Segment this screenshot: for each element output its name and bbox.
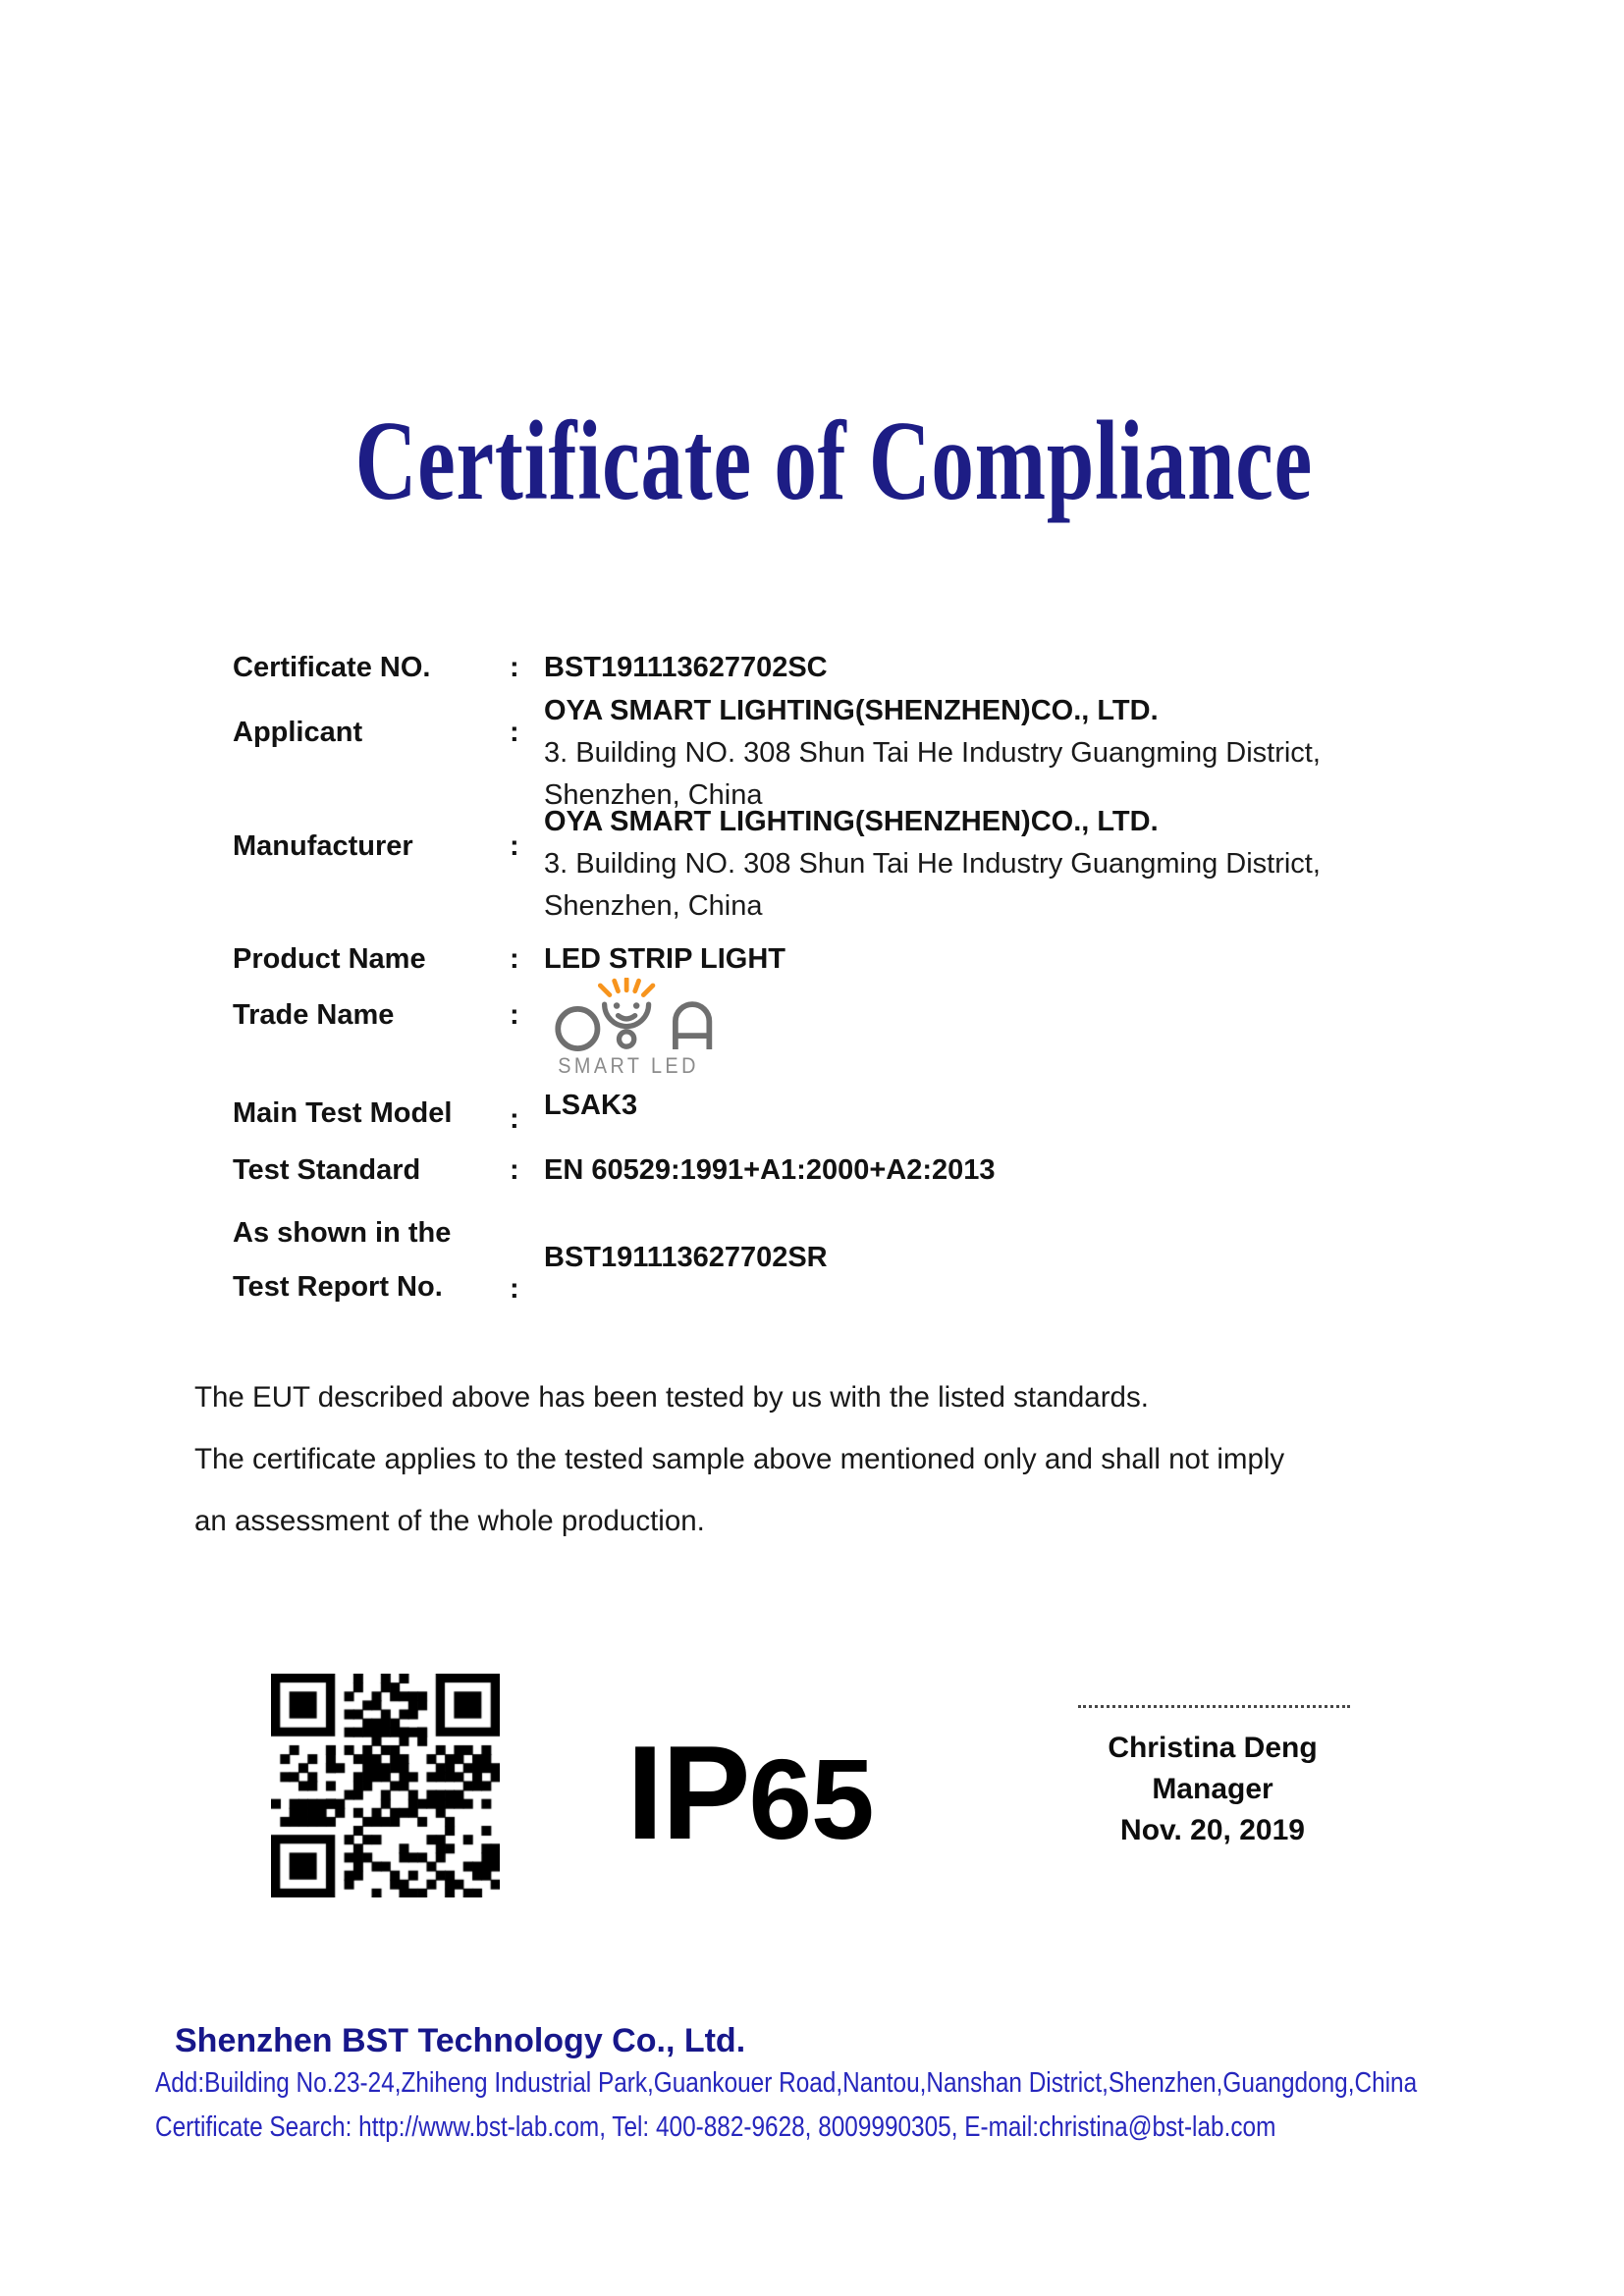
label-test-report-line2: Test Report No. xyxy=(233,1271,443,1303)
certificate-title: Certificate of Compliance xyxy=(354,399,1313,524)
signer-name: Christina Deng xyxy=(1108,1732,1318,1764)
footer-search-url: http://www.bst-lab.com xyxy=(358,2111,600,2143)
body-text-line2: The certificate applies to the tested sample above mentioned only and shall not imply xyxy=(194,1443,1285,1475)
logo-letter-o xyxy=(558,1009,597,1048)
colon-trade-name: : xyxy=(510,999,519,1031)
title-row xyxy=(43,397,1624,527)
ip-rating-stamp xyxy=(626,1716,874,1869)
colon-certificate-no: : xyxy=(510,652,519,683)
value-product-name: LED STRIP LIGHT xyxy=(544,943,785,975)
oya-smart-led-logo xyxy=(542,978,717,1080)
value-manufacturer-address1: 3. Building NO. 308 Shun Tai He Industry Guangming District, xyxy=(544,848,1321,880)
value-manufacturer-company: OYA SMART LIGHTING(SHENZHEN)CO., LTD. xyxy=(544,806,1159,837)
logo-letter-a xyxy=(676,1004,709,1049)
ip-rating-prefix: IP xyxy=(626,1718,749,1867)
signer-role: Manager xyxy=(1152,1773,1273,1805)
body-text-line1: The EUT described above has been tested by us with the listed standards. xyxy=(194,1381,1149,1414)
logo-rays-icon xyxy=(600,979,653,994)
value-applicant-company: OYA SMART LIGHTING(SHENZHEN)CO., LTD. xyxy=(544,695,1159,726)
logo-caption: SMART LED xyxy=(558,1052,699,1078)
signature-date: Nov. 20, 2019 xyxy=(1120,1814,1305,1846)
value-applicant-address1: 3. Building NO. 308 Shun Tai He Industry Guangming District, xyxy=(544,737,1321,769)
label-product-name: Product Name xyxy=(233,943,426,975)
ip-rating-digits: 65 xyxy=(748,1735,874,1863)
label-certificate-no: Certificate NO. xyxy=(233,652,431,683)
footer-contact-rest: Tel: 400-882-9628, 8009990305, E-mail:christina@bst-lab.com xyxy=(605,2111,1276,2143)
label-test-standard: Test Standard xyxy=(233,1154,421,1186)
value-certificate-no: BST191113627702SC xyxy=(544,652,828,683)
value-test-report-no: BST191113627702SR xyxy=(544,1242,828,1273)
qr-code xyxy=(271,1674,500,1897)
body-text-line3: an assessment of the whole production. xyxy=(194,1505,705,1537)
colon-test-report-no: : xyxy=(510,1273,519,1305)
footer-contact-line xyxy=(155,2113,1275,2142)
footer-address: Add:Building No.23-24,Zhiheng Industrial Park,Guankouer Road,Nantou,Nanshan District,Shenzhen,Guangdong,China xyxy=(155,2067,1418,2099)
label-main-test-model: Main Test Model xyxy=(233,1097,453,1129)
label-test-report-line1: As shown in the xyxy=(233,1217,452,1249)
colon-product-name: : xyxy=(510,943,519,975)
label-applicant: Applicant xyxy=(233,717,363,748)
footer-company-name: Shenzhen BST Technology Co., Ltd. xyxy=(175,2022,746,2059)
colon-manufacturer: : xyxy=(510,830,519,862)
label-trade-name: Trade Name xyxy=(233,999,395,1031)
value-test-standard: EN 60529:1991+A1:2000+A2:2013 xyxy=(544,1154,996,1186)
colon-main-test-model: : xyxy=(510,1103,519,1135)
value-manufacturer-address2: Shenzhen, China xyxy=(544,890,763,922)
logo-smiley-face-icon xyxy=(605,1004,649,1046)
value-applicant-address2: Shenzhen, China xyxy=(544,779,763,811)
colon-applicant: : xyxy=(510,717,519,748)
signature-dotted-line xyxy=(1078,1685,1350,1708)
footer-search-label: Certificate Search: xyxy=(155,2111,359,2143)
logo-eye-left xyxy=(614,1002,621,1009)
value-main-test-model: LSAK3 xyxy=(544,1090,638,1121)
signature-block xyxy=(1041,1728,1384,1851)
logo-eye-right xyxy=(633,1002,640,1009)
colon-test-standard: : xyxy=(510,1154,519,1186)
footer-search-comma: , xyxy=(599,2111,606,2143)
label-manufacturer: Manufacturer xyxy=(233,830,413,862)
